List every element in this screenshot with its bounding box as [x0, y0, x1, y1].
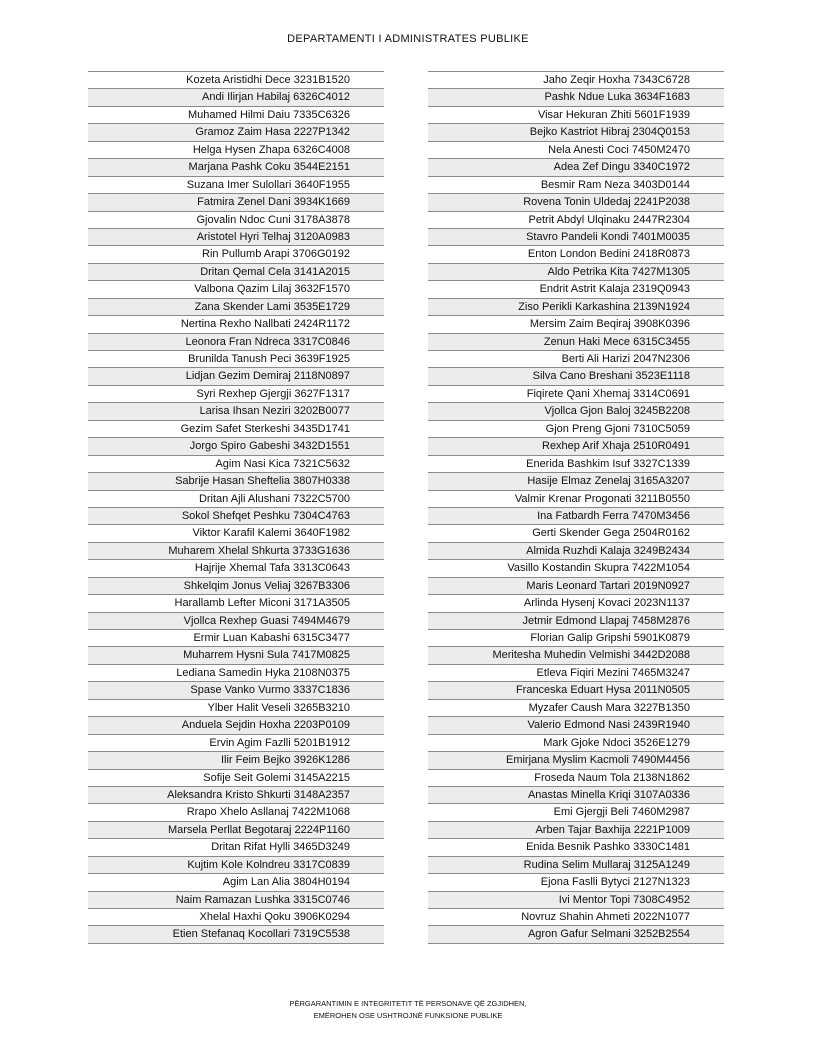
list-item: Enton London Bedini 2418R0873: [428, 246, 724, 263]
list-item: Sokol Shefqet Peshku 7304C4763: [88, 508, 384, 525]
list-item: Valerio Edmond Nasi 2439R1940: [428, 717, 724, 734]
list-item: Enerida Bashkim Isuf 3327C1339: [428, 456, 724, 473]
list-item: Viktor Karafil Kalemi 3640F1982: [88, 525, 384, 542]
list-item: Arben Tajar Baxhija 2221P1009: [428, 822, 724, 839]
list-item: Mark Gjoke Ndoci 3526E1279: [428, 735, 724, 752]
list-item: Helga Hysen Zhapa 6326C4008: [88, 142, 384, 159]
list-item: Petrit Abdyl Ulqinaku 2447R2304: [428, 212, 724, 229]
left-name-list: [88, 71, 384, 944]
list-item: Harallamb Lefter Miconi 3171A3505: [88, 595, 384, 612]
list-item: Agim Lan Alia 3804H0194: [88, 874, 384, 891]
list-item: Berti Ali Harizi 2047N2306: [428, 351, 724, 368]
list-item: Adea Zef Dingu 3340C1972: [428, 159, 724, 176]
list-item: Vjollca Gjon Baloj 3245B2208: [428, 403, 724, 420]
list-item: Ziso Perikli Karkashina 2139N1924: [428, 299, 724, 316]
list-item: Ejona Faslli Bytyci 2127N1323: [428, 874, 724, 891]
list-item: Silva Cano Breshani 3523E1118: [428, 368, 724, 385]
list-item: Gjovalin Ndoc Cuni 3178A3878: [88, 212, 384, 229]
list-item: Lidjan Gezim Demiraj 2118N0897: [88, 368, 384, 385]
list-item: Lediana Samedin Hyka 2108N0375: [88, 665, 384, 682]
list-item: Muhamed Hilmi Daiu 7335C6326: [88, 107, 384, 124]
list-item: Leonora Fran Ndreca 3317C0846: [88, 334, 384, 351]
list-item: Kujtim Kole Kolndreu 3317C0839: [88, 857, 384, 874]
list-item: Marsela Perllat Begotaraj 2224P1160: [88, 822, 384, 839]
list-item: Mersim Zaim Beqiraj 3908K0396: [428, 316, 724, 333]
list-item: Anastas Minella Kriqi 3107A0336: [428, 787, 724, 804]
list-item: Ivi Mentor Topi 7308C4952: [428, 892, 724, 909]
list-item: Emirjana Myslim Kacmoli 7490M4456: [428, 752, 724, 769]
list-item: Aldo Petrika Kita 7427M1305: [428, 264, 724, 281]
list-item: Agron Gafur Selmani 3252B2554: [428, 926, 724, 943]
list-item: Aleksandra Kristo Shkurti 3148A2357: [88, 787, 384, 804]
list-item: Dritan Ajli Alushani 7322C5700: [88, 491, 384, 508]
list-item: Nela Anesti Coci 7450M2470: [428, 142, 724, 159]
list-item: Sabrije Hasan Sheftelia 3807H0338: [88, 473, 384, 490]
list-item: Kozeta Aristidhi Dece 3231B1520: [88, 72, 384, 89]
list-item: Spase Vanko Vurmo 3337C1836: [88, 682, 384, 699]
list-item: Brunilda Tanush Peci 3639F1925: [88, 351, 384, 368]
list-item: Zana Skender Lami 3535E1729: [88, 299, 384, 316]
list-item: Jorgo Spiro Gabeshi 3432D1551: [88, 438, 384, 455]
list-item: Muharrem Hysni Sula 7417M0825: [88, 647, 384, 664]
list-item: Jetmir Edmond Llapaj 7458M2876: [428, 613, 724, 630]
list-item: Gjon Preng Gjoni 7310C5059: [428, 421, 724, 438]
list-item: Fiqirete Qani Xhemaj 3314C0691: [428, 386, 724, 403]
list-item: Ylber Halit Veseli 3265B3210: [88, 700, 384, 717]
list-item: Ilir Feim Bejko 3926K1286: [88, 752, 384, 769]
list-item: Etien Stefanaq Kocollari 7319C5538: [88, 926, 384, 943]
list-item: Aristotel Hyri Telhaj 3120A0983: [88, 229, 384, 246]
list-item: Ervin Agim Fazlli 5201B1912: [88, 735, 384, 752]
list-item: Rudina Selim Mullaraj 3125A1249: [428, 857, 724, 874]
footer-line-2: EMËROHEN OSE USHTROJNË FUNKSIONE PUBLIKE: [313, 1011, 503, 1020]
footer-line-1: PËRGARANTIMIN E INTEGRITETIT TË PERSONAVE QË ZGJIDHEN,: [289, 999, 527, 1008]
list-item: Andi Ilirjan Habilaj 6326C4012: [88, 89, 384, 106]
list-item: Suzana Imer Sulollari 3640F1955: [88, 177, 384, 194]
list-item: Florian Galip Gripshi 5901K0879: [428, 630, 724, 647]
list-item: Gerti Skender Gega 2504R0162: [428, 525, 724, 542]
list-item: Emi Gjergji Beli 7460M2987: [428, 804, 724, 821]
list-item: Stavro Pandeli Kondi 7401M0035: [428, 229, 724, 246]
list-item: Muharem Xhelal Shkurta 3733G1636: [88, 543, 384, 560]
right-name-list: [428, 71, 724, 944]
list-item: Enida Besnik Pashko 3330C1481: [428, 839, 724, 856]
page-footer: [0, 998, 816, 1022]
list-item: Dritan Rifat Hylli 3465D3249: [88, 839, 384, 856]
list-item: Nertina Rexho Nallbati 2424R1172: [88, 316, 384, 333]
list-item: Etleva Fiqiri Mezini 7465M3247: [428, 665, 724, 682]
page-title: DEPARTAMENTI I ADMINISTRATES PUBLIKE: [287, 33, 529, 45]
list-item: Vasillo Kostandin Skupra 7422M1054: [428, 560, 724, 577]
list-item: Syri Rexhep Gjergji 3627F1317: [88, 386, 384, 403]
list-item: Myzafer Caush Mara 3227B1350: [428, 700, 724, 717]
list-item: Valmir Krenar Progonati 3211B0550: [428, 491, 724, 508]
list-item: Hasije Elmaz Zenelaj 3165A3207: [428, 473, 724, 490]
list-item: Pashk Ndue Luka 3634F1683: [428, 89, 724, 106]
list-item: Hajrije Xhemal Tafa 3313C0643: [88, 560, 384, 577]
list-item: Dritan Qemal Cela 3141A2015: [88, 264, 384, 281]
list-item: Larisa Ihsan Neziri 3202B0077: [88, 403, 384, 420]
list-item: Jaho Zeqir Hoxha 7343C6728: [428, 72, 724, 89]
list-item: Sofije Seit Golemi 3145A2215: [88, 770, 384, 787]
list-item: Franceska Eduart Hysa 2011N0505: [428, 682, 724, 699]
list-item: Marjana Pashk Coku 3544E2151: [88, 159, 384, 176]
list-item: Rexhep Arif Xhaja 2510R0491: [428, 438, 724, 455]
list-item: Ina Fatbardh Ferra 7470M3456: [428, 508, 724, 525]
list-item: Rin Pullumb Arapi 3706G0192: [88, 246, 384, 263]
list-item: Rrapo Xhelo Asllanaj 7422M1068: [88, 804, 384, 821]
list-item: Ermir Luan Kabashi 6315C3477: [88, 630, 384, 647]
list-item: Froseda Naum Tola 2138N1862: [428, 770, 724, 787]
list-item: Zenun Haki Mece 6315C3455: [428, 334, 724, 351]
list-item: Almida Ruzhdi Kalaja 3249B2434: [428, 543, 724, 560]
list-item: Meritesha Muhedin Velmishi 3442D2088: [428, 647, 724, 664]
list-item: Maris Leonard Tartari 2019N0927: [428, 578, 724, 595]
list-item: Bejko Kastriot Hibraj 2304Q0153: [428, 124, 724, 141]
list-item: Fatmira Zenel Dani 3934K1669: [88, 194, 384, 211]
list-item: Vjollca Rexhep Guasi 7494M4679: [88, 613, 384, 630]
list-item: Naim Ramazan Lushka 3315C0746: [88, 892, 384, 909]
list-item: Agim Nasi Kica 7321C5632: [88, 456, 384, 473]
list-item: Rovena Tonin Uldedaj 2241P2038: [428, 194, 724, 211]
list-item: Gramoz Zaim Hasa 2227P1342: [88, 124, 384, 141]
list-item: Valbona Qazim Lilaj 3632F1570: [88, 281, 384, 298]
list-item: Gezim Safet Sterkeshi 3435D1741: [88, 421, 384, 438]
list-item: Visar Hekuran Zhiti 5601F1939: [428, 107, 724, 124]
list-item: Anduela Sejdin Hoxha 2203P0109: [88, 717, 384, 734]
list-item: Endrit Astrit Kalaja 2319Q0943: [428, 281, 724, 298]
list-item: Shkelqim Jonus Veliaj 3267B3306: [88, 578, 384, 595]
list-item: Xhelal Haxhi Qoku 3906K0294: [88, 909, 384, 926]
list-item: Arlinda Hysenj Kovaci 2023N1137: [428, 595, 724, 612]
list-item: Novruz Shahin Ahmeti 2022N1077: [428, 909, 724, 926]
list-item: Besmir Ram Neza 3403D0144: [428, 177, 724, 194]
